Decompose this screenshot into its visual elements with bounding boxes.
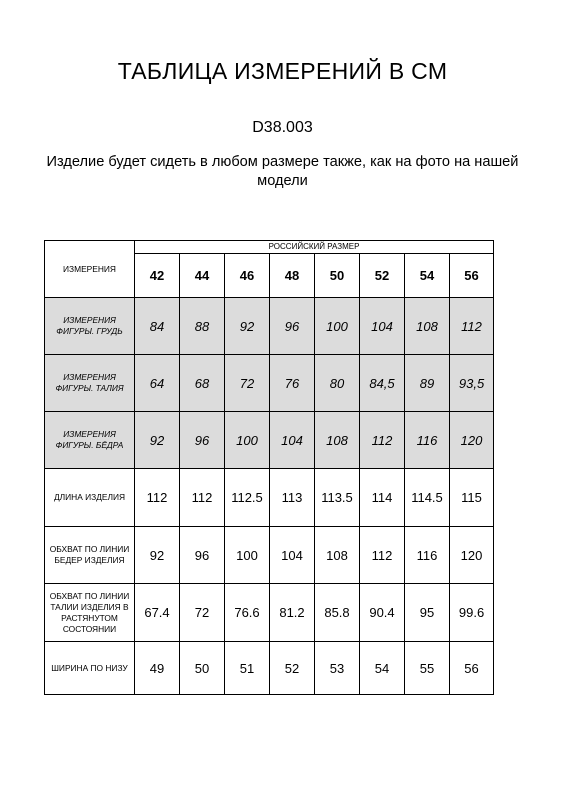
table-cell: 85.8: [315, 584, 360, 642]
measurements-header: ИЗМЕРЕНИЯ: [45, 241, 135, 298]
table-row-hem-width: [45, 642, 494, 695]
table-cell: 67.4: [135, 584, 180, 642]
table-cell: 68: [180, 355, 225, 412]
table-cell: 92: [135, 527, 180, 584]
table-cell: 99.6: [450, 584, 494, 642]
table-cell: 112.5: [225, 469, 270, 527]
table-cell: 100: [315, 298, 360, 355]
table-row-waist-stretched: [45, 584, 494, 642]
table-cell: 95: [405, 584, 450, 642]
size-header: 46: [225, 254, 270, 298]
table-cell: 56: [450, 642, 494, 695]
table-cell: 104: [270, 527, 315, 584]
table-cell: 84,5: [360, 355, 405, 412]
table-cell: 116: [405, 527, 450, 584]
row-label: ОБХВАТ ПО ЛИНИИ ТАЛИИ ИЗДЕЛИЯ В РАСТЯНУТОМ СОСТОЯНИИ: [45, 584, 135, 642]
row-label: ДЛИНА ИЗДЕЛИЯ: [45, 469, 135, 527]
table-cell: 104: [360, 298, 405, 355]
table-cell: 112: [360, 412, 405, 469]
size-header: 44: [180, 254, 225, 298]
table-cell: 100: [225, 527, 270, 584]
table-cell: 50: [180, 642, 225, 695]
size-header: 48: [270, 254, 315, 298]
table-cell: 52: [270, 642, 315, 695]
table-cell: 72: [225, 355, 270, 412]
table-cell: 114: [360, 469, 405, 527]
table-row-waist: [45, 355, 494, 412]
table-row-hip-girth: [45, 527, 494, 584]
table-cell: 108: [315, 527, 360, 584]
row-label: ИЗМЕРЕНИЯ ФИГУРЫ. ГРУДЬ: [45, 298, 135, 355]
size-header: 52: [360, 254, 405, 298]
table-cell: 112: [450, 298, 494, 355]
table-cell: 80: [315, 355, 360, 412]
size-header: 54: [405, 254, 450, 298]
table-cell: 116: [405, 412, 450, 469]
table-cell: 96: [180, 412, 225, 469]
table-cell: 93,5: [450, 355, 494, 412]
table-cell: 88: [180, 298, 225, 355]
row-label: ОБХВАТ ПО ЛИНИИ БЕДЕР ИЗДЕЛИЯ: [45, 527, 135, 584]
table-cell: 72: [180, 584, 225, 642]
table-cell: 96: [180, 527, 225, 584]
table-cell: 112: [180, 469, 225, 527]
table-cell: 108: [405, 298, 450, 355]
article-code: D38.003: [252, 119, 313, 136]
table-cell: 108: [315, 412, 360, 469]
table-cell: 115: [450, 469, 494, 527]
page-title: ТАБЛИЦА ИЗМЕРЕНИЙ В СМ: [117, 58, 448, 84]
table-cell: 51: [225, 642, 270, 695]
size-header: 42: [135, 254, 180, 298]
size-header: 56: [450, 254, 494, 298]
fit-note: Изделие будет сидеть в любом размере также, как на фото на нашей модели: [46, 154, 519, 189]
row-label: ИЗМЕРЕНИЯ ФИГУРЫ. БЁДРА: [45, 412, 135, 469]
table-cell: 76: [270, 355, 315, 412]
table-cell: 81.2: [270, 584, 315, 642]
table-cell: 120: [450, 527, 494, 584]
table-cell: 84: [135, 298, 180, 355]
table-row-length: [45, 469, 494, 527]
table-cell: 100: [225, 412, 270, 469]
table-cell: 92: [135, 412, 180, 469]
table-cell: 92: [225, 298, 270, 355]
table-cell: 89: [405, 355, 450, 412]
row-label: ШИРИНА ПО НИЗУ: [45, 642, 135, 695]
table-cell: 49: [135, 642, 180, 695]
size-header: 50: [315, 254, 360, 298]
row-label: ИЗМЕРЕНИЯ ФИГУРЫ. ТАЛИЯ: [45, 355, 135, 412]
table-cell: 120: [450, 412, 494, 469]
table-cell: 113: [270, 469, 315, 527]
size-table: [44, 240, 494, 695]
table-cell: 112: [360, 527, 405, 584]
table-cell: 54: [360, 642, 405, 695]
table-cell: 96: [270, 298, 315, 355]
table-row-hips: [45, 412, 494, 469]
table-cell: 55: [405, 642, 450, 695]
table-cell: 104: [270, 412, 315, 469]
table-cell: 90.4: [360, 584, 405, 642]
table-cell: 113.5: [315, 469, 360, 527]
table-cell: 64: [135, 355, 180, 412]
table-cell: 112: [135, 469, 180, 527]
table-cell: 114.5: [405, 469, 450, 527]
table-cell: 76.6: [225, 584, 270, 642]
table-row-chest: [45, 298, 494, 355]
russian-size-header: РОССИЙСКИЙ РАЗМЕР: [135, 241, 494, 254]
table-cell: 53: [315, 642, 360, 695]
